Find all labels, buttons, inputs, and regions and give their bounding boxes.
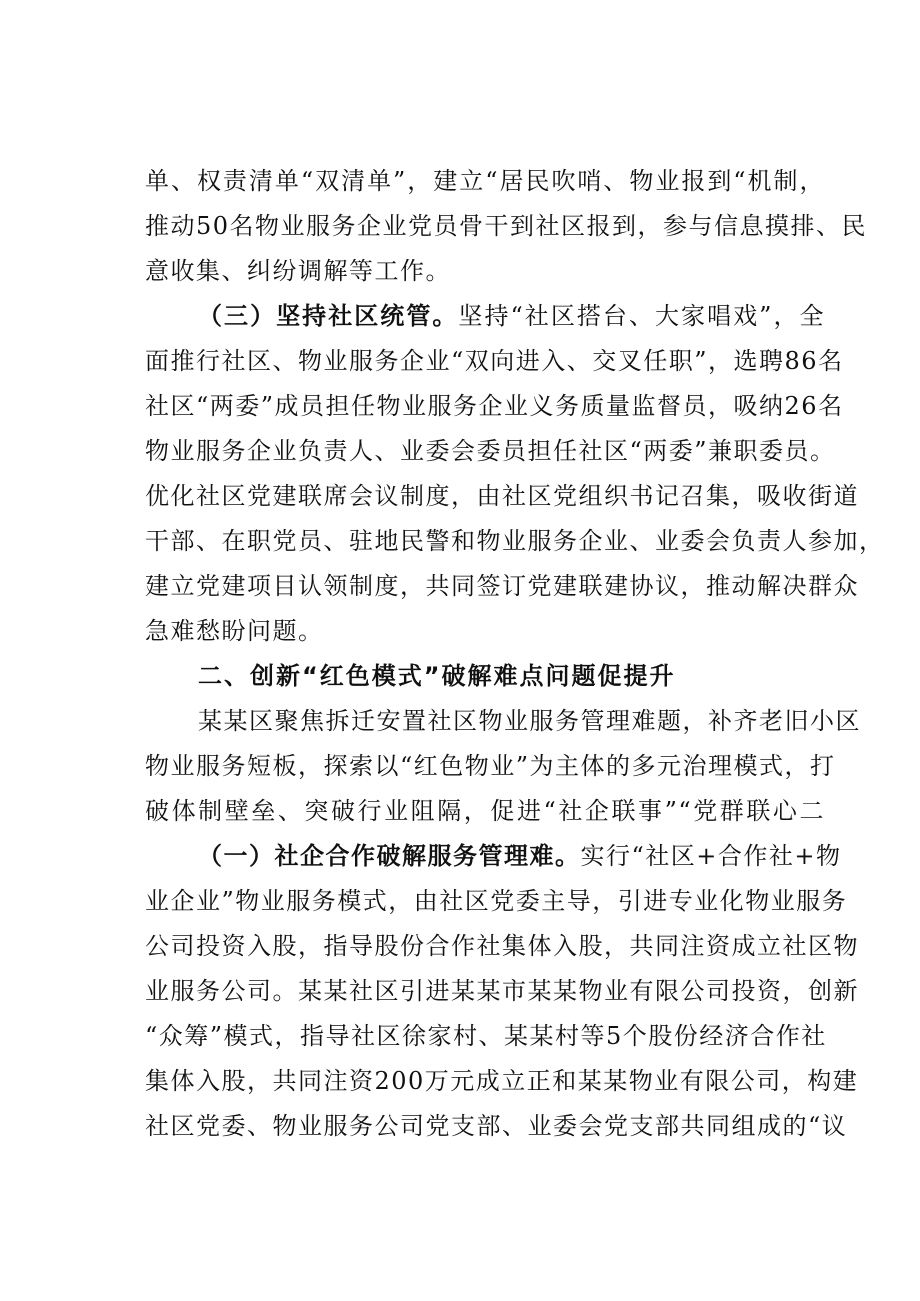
section-heading: 二、创新“红色模式”破解难点问题促提升 (198, 662, 676, 690)
paragraph-line: 公司投资入股，指导股份合作社集体入股，共同注资成立社区物 (145, 932, 859, 960)
paragraph-line: 建立党建项目认领制度，共同签订党建联建协议，推动解决群众 (145, 572, 859, 600)
paragraph-line: 业企业”物业服务模式，由社区党委主导，引进专业化物业服务 (145, 887, 848, 915)
paragraph-line: 干部、在职党员、驻地民警和物业服务企业、业委会负责人参加， (145, 527, 885, 555)
paragraph-line: 业服务公司。某某社区引进某某市某某物业有限公司投资，创新 (145, 977, 859, 1005)
section-one-lead-line (198, 841, 842, 871)
paragraph-line: 某某区聚焦拆迁安置社区物业服务管理难题，补齐老旧小区 (198, 707, 861, 735)
section-three-lead: 坚持 (458, 302, 511, 330)
section-three-text: “社区搭台、大家唱戏”，全 (510, 302, 826, 330)
paragraph-line: 社区“两委”成员担任物业服务企业义务质量监督员，吸纳26名 (145, 392, 844, 420)
paragraph-line: 物业服务短板，探索以“红色物业”为主体的多元治理模式，打 (145, 752, 836, 780)
section-one-title: （一）社企合作破解服务管理难。 (198, 841, 581, 870)
paragraph-line: 推动50名物业服务企业党员骨干到社区报到，参与信息摸排、民 (145, 212, 868, 240)
paragraph-line: 意收集、纠纷调解等工作。 (145, 257, 451, 285)
paragraph-line: 急难愁盼问题。 (145, 617, 324, 645)
section-three-title: （三）坚持社区统管。 (198, 301, 459, 330)
paragraph-line: 集体入股，共同注资200万元成立正和某某物业有限公司，构建 (145, 1067, 859, 1095)
paragraph-line: 单、权责清单“双清单”，建立“居民吹哨、物业报到“机制， (145, 167, 825, 195)
paragraph-line: 物业服务企业负责人、业委会委员担任社区“两委”兼职委员。 (145, 437, 836, 465)
paragraph-line: 优化社区党建联席会议制度，由社区党组织书记召集，吸收街道 (145, 482, 859, 510)
section-one-lead: 实行“社区+合作社+物 (580, 842, 842, 870)
paragraph-line: 面推行社区、物业服务企业“双向进入、交叉任职”，选聘86名 (145, 347, 844, 375)
paragraph-line: 社区党委、物业服务公司党支部、业委会党支部共同组成的“议 (145, 1112, 848, 1140)
paragraph-line: “众筹”模式，指导社区徐家村、某某村等5个股份经济合作社 (145, 1022, 827, 1050)
section-three-lead-line (198, 301, 825, 331)
paragraph-line: 破体制壁垒、突破行业阻隔，促进“社企联事”“党群联心二 (145, 797, 825, 825)
